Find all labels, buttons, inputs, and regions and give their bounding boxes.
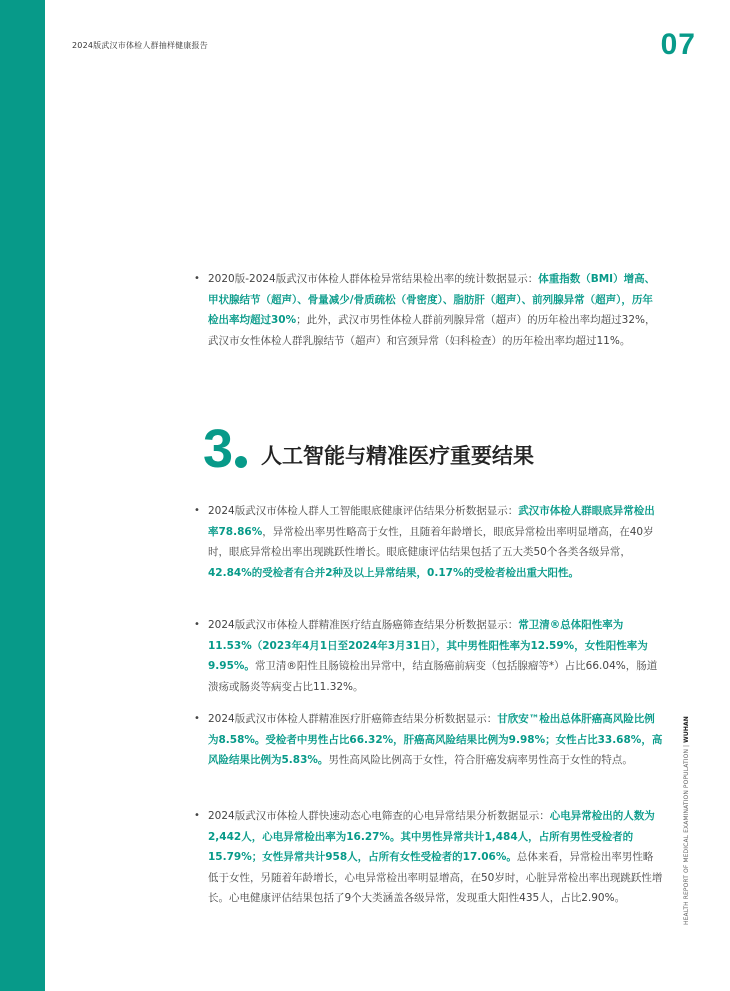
bullet-text: 2024版武汉市体检人群精准医疗结直肠癌筛查结果分析数据显示：: [208, 619, 519, 631]
bullet-item-colorectal: [194, 615, 663, 697]
bullet-text: 2024版武汉市体检人群快速动态心电筛查的心电异常结果分析数据显示：: [208, 810, 550, 822]
side-caption-text: HEALTH REPORT OF MEDICAL EXAMINATION POPULATION |: [683, 742, 690, 925]
bullet-item-fundus: [194, 501, 663, 583]
bullet-highlight: 42.84%的受检者有合并2种及以上异常结果，0.17%的受检者检出重大阳性。: [208, 566, 579, 579]
section-number: 3: [203, 419, 234, 479]
bullet-dot: •: [194, 505, 200, 516]
bullet-highlight: 体重指数（BMI）增高、甲状腺结节（超声）、骨量减少/骨质疏松（骨密度）、脂肪肝（超声）、前列腺异常（超声），历年检出率均超过30%: [208, 273, 656, 326]
bullet-text: 常卫清®阳性且肠镜检出异常中，结直肠癌前病变（包括腺瘤等*）占比66.04%，肠道溃疡或肠炎等病变占比11.32%。: [208, 660, 658, 693]
sidebar-accent-bar: [0, 0, 45, 991]
bullet-text: 男性高风险比例高于女性，符合肝癌发病率男性高于女性的特点。: [328, 754, 633, 766]
bullet-dot: •: [194, 810, 200, 821]
bullet-text: ；此外，武汉市男性体检人群前列腺异常（超声）的历年检出率均超过32%，武汉市女性体检人群乳腺结节（超声）和宫颈异常（妇科检查）的历年检出率均超过11%。: [208, 314, 656, 347]
bullet-dot: •: [194, 273, 200, 284]
bullet-highlight: 甘欣安™检出总体肝癌高风险比例为8.58%。受检者中男性占比66.32%，肝癌高风险结果比例为9.98%；女性占比33.68%，高风险结果比例为5.83%。: [208, 713, 663, 766]
section-heading: [203, 416, 535, 479]
bullet-dot: •: [194, 619, 200, 630]
bullet-item-liver: [194, 709, 663, 771]
section-number-dot: [235, 456, 247, 468]
bullet-text: 2024版武汉市体检人群精准医疗肝癌筛查结果分析数据显示：: [208, 713, 498, 725]
bullet-text: ，异常检出率男性略高于女性，且随着年龄增长，眼底异常检出率明显增高，在40岁时，眼底异常检出率出现跳跃性增长。眼底健康评估结果包括了五大类50个各类各级异常，: [208, 525, 654, 558]
bullet-dot: •: [194, 713, 200, 724]
bullet-text: 2020版-2024版武汉市体检人群体检异常结果检出率的统计数据显示：: [208, 273, 539, 285]
bullet-highlight: 常卫清®总体阳性率为11.53%（2023年4月1日至2024年3月31日），其中男性阳性率为12.59%，女性阳性率为9.95%。: [208, 619, 648, 672]
side-caption: [683, 716, 690, 925]
report-title: 2024版武汉市体检人群抽样健康报告: [72, 41, 208, 50]
section-title: 人工智能与精准医疗重要结果: [261, 444, 535, 468]
bullet-highlight: 武汉市体检人群眼底异常检出率78.86%: [208, 505, 655, 538]
bullet-item-ecg: [194, 806, 663, 909]
bullet-text: 2024版武汉市体检人群人工智能眼底健康评估结果分析数据显示：: [208, 505, 519, 517]
side-caption-brand: WUHAN: [683, 716, 690, 743]
page-number: 07: [660, 28, 696, 61]
bullet-highlight: 心电异常检出的人数为2,442人，心电异常检出率为16.27%。其中男性异常共计1,484人，占所有男性受检者的15.79%；女性异常共计958人，占所有女性受检者的17.06%。: [208, 810, 655, 863]
bullet-item-abnormal-rates: [194, 269, 663, 351]
bullet-text: 总体来看，异常检出率男性略低于女性，另随着年龄增长，心电异常检出率明显增高，在50岁时，心脏异常检出率出现跳跃性增长。心电健康评估结果包括了9个大类涵盖各级异常，发现重大阳性435人，占比2.90%。: [208, 851, 663, 904]
